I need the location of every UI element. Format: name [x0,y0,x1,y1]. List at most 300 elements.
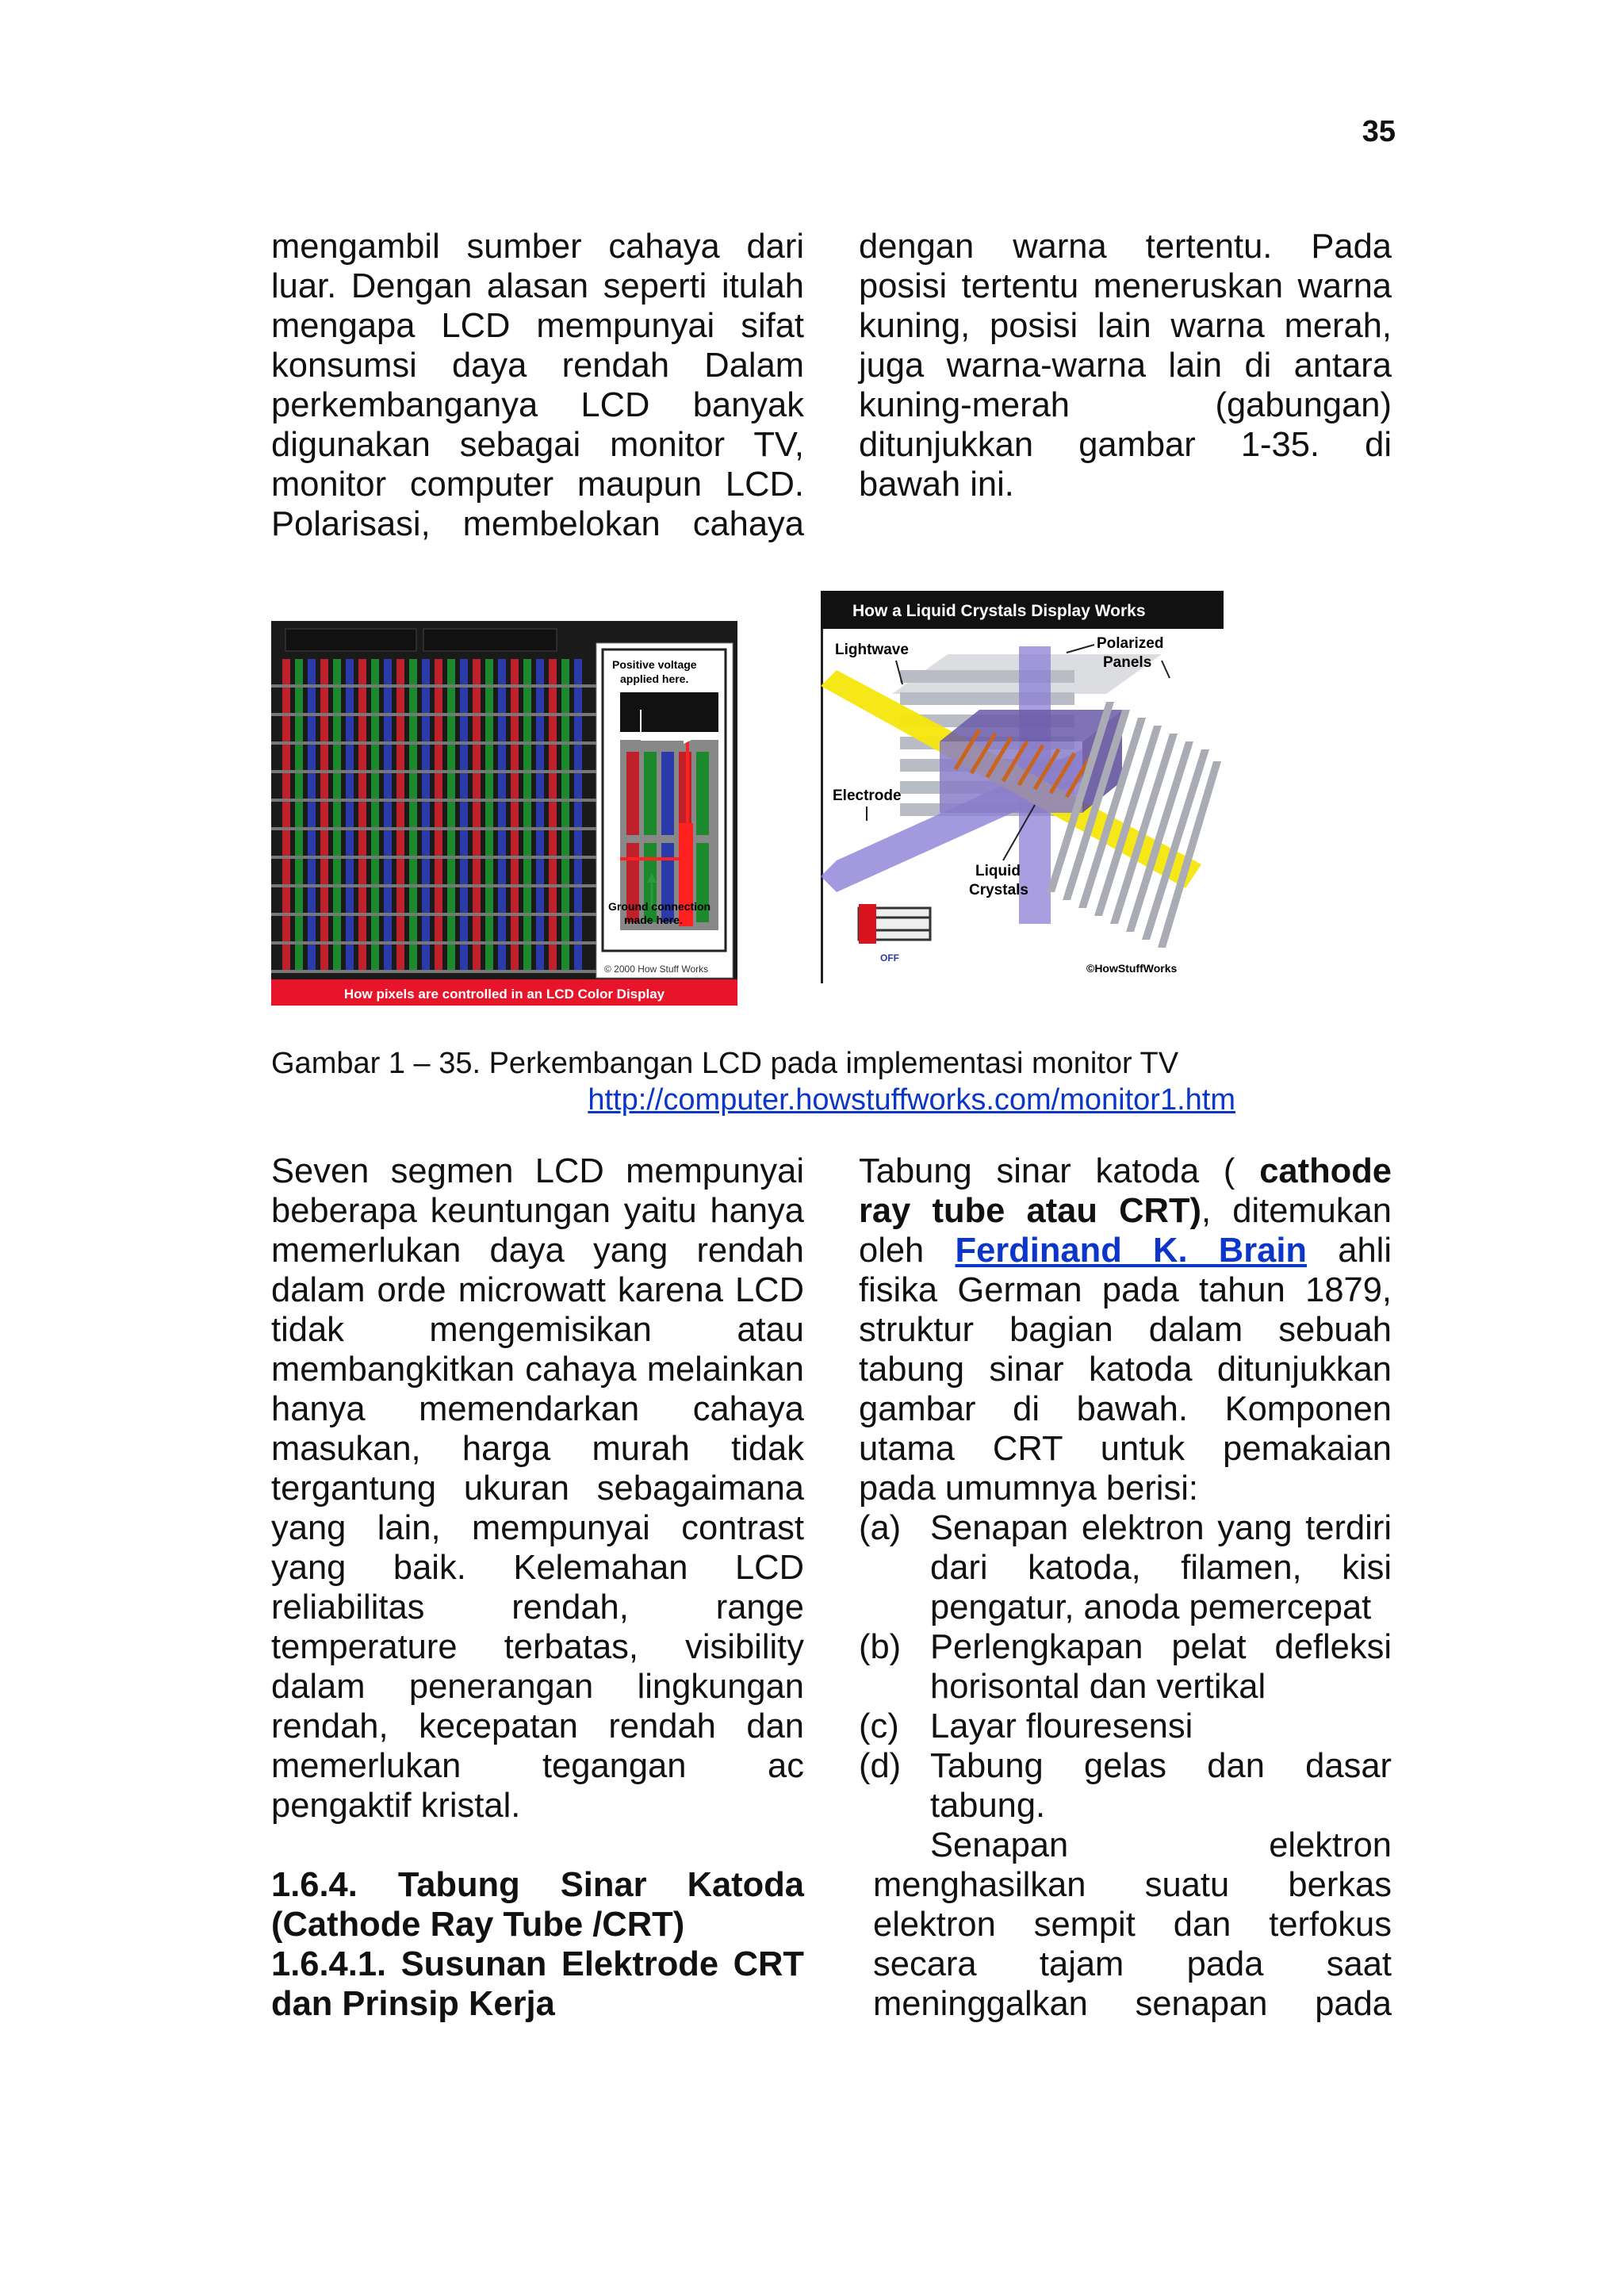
subpixel [498,887,506,913]
subpixel [308,944,316,970]
subpixel [282,802,290,827]
subpixel [473,802,481,827]
subpixel [282,716,290,741]
subpixel [409,887,417,913]
subpixel [371,716,379,741]
list-item: (c) Layar flouresensi [859,1707,1193,1745]
list-item-cont: pengatur, anoda pemercepat [930,1588,1372,1626]
callout-bottom-line1: Ground connection [608,900,711,913]
subpixel [511,802,519,827]
subpixel [295,745,303,770]
subpixel [536,745,544,770]
grid-line [271,856,596,859]
subpixel [447,802,455,827]
subpixel [409,859,417,884]
subpixel [346,916,354,941]
subpixel [422,802,430,827]
subpixel [295,716,303,741]
switch-state: OFF [880,952,899,964]
callout-bottom-line2: made here. [624,914,683,926]
subpixel [536,887,544,913]
subpixel [371,830,379,856]
top-right-paragraph [859,227,1392,504]
subpixel [498,659,506,684]
lcd-diagram-figure [821,591,1224,983]
subpixel [396,745,404,770]
subpixel [308,688,316,713]
subpixel [460,716,468,741]
caption-url-link[interactable]: http://computer.howstuffworks.com/monitor1.htm [588,1083,1235,1117]
subpixel [396,716,404,741]
subpixel [384,773,392,799]
page-number: 35 [1362,115,1396,148]
subpixel [320,944,328,970]
subpixel [371,859,379,884]
subpixel [473,716,481,741]
subpixel [308,716,316,741]
subpixel [295,830,303,856]
subpixel [498,944,506,970]
subpixel [409,944,417,970]
subpixel [561,944,569,970]
list-item-cont: dari katoda, filamen, kisi [930,1549,1392,1587]
subpixel [295,773,303,799]
text-line: Senapan elektron [930,1826,1392,1864]
subpixel [473,745,481,770]
subpixel [409,830,417,856]
subpixel [409,916,417,941]
subpixel [422,859,430,884]
subpixel [498,859,506,884]
callout-top-line1: Positive voltage [612,658,697,671]
subpixel [371,944,379,970]
grid-line [271,741,596,745]
subpixel [282,916,290,941]
subpixel [435,887,442,913]
subpixel [396,830,404,856]
text-line: mengambil sumber cahaya dari [271,228,804,266]
text-line: ray tube atau CRT), ditemukan [859,1192,1392,1230]
subpixel [498,802,506,827]
subpixel [295,802,303,827]
subpixel [447,830,455,856]
subpixel [523,802,531,827]
subpixel [460,887,468,913]
subpixel [320,659,328,684]
text-line: konsumsi daya rendah Dalam [271,347,804,385]
subpixel [523,773,531,799]
subpixel [549,688,557,713]
subpixel [523,830,531,856]
subpixel [409,688,417,713]
subpixel [473,859,481,884]
subpixel [295,944,303,970]
subpixel [308,745,316,770]
subpixel [574,830,582,856]
text-line: tabung sinar katoda ditunjukkan [859,1351,1392,1389]
subpixel [282,830,290,856]
subpixel [561,916,569,941]
subpixel [346,944,354,970]
subpixel [358,745,366,770]
subpixel [371,802,379,827]
subpixel [561,830,569,856]
subpixel [460,916,468,941]
subpixel [549,802,557,827]
subpixel [333,887,341,913]
text-line: monitor computer maupun LCD. [271,466,804,504]
subpixel [435,745,442,770]
subpixel [523,944,531,970]
grid-line [271,713,596,716]
subpixel [295,688,303,713]
subpixel [561,773,569,799]
subpixel [308,887,316,913]
subpixel [460,745,468,770]
list-item: (d) Tabung gelas dan dasar [859,1747,1392,1785]
subpixel [460,830,468,856]
subpixel [320,688,328,713]
label-liquid: Liquid [975,863,1021,879]
subpixel [396,802,404,827]
text-line: utama CRT untuk pemakaian [859,1430,1392,1468]
subpixel [409,659,417,684]
subpixel [435,859,442,884]
grid-line [271,684,596,688]
subpixel [485,688,493,713]
subpixel [409,745,417,770]
subpixel [308,830,316,856]
label-lightwave: Lightwave [835,642,909,658]
subpixel [422,773,430,799]
subpixel [447,773,455,799]
subpixel [473,688,481,713]
subpixel [435,716,442,741]
subpixel [549,916,557,941]
subpixel [485,659,493,684]
subpixel [561,887,569,913]
subpixel [384,944,392,970]
subpixel [422,659,430,684]
subpixel [333,716,341,741]
subpixel [333,830,341,856]
text-line: dalam penerangan lingkungan [271,1668,804,1706]
subpixel [409,802,417,827]
subpixel [549,716,557,741]
subpixel [371,688,379,713]
subpixel [320,916,328,941]
subpixel [485,773,493,799]
subpixel [358,773,366,799]
text-line: Seven segmen LCD mempunyai [271,1152,804,1190]
subpixel [536,802,544,827]
text-line: memerlukan tegangan ac [271,1747,804,1785]
subpixel [561,659,569,684]
subpixel [473,916,481,941]
subpixel [574,944,582,970]
subpixel [396,859,404,884]
list-item: (a) Senapan elektron yang terdiri [859,1509,1392,1547]
subpixel [282,659,290,684]
subpixel [561,688,569,713]
subpixel [460,773,468,799]
subpixel [320,802,328,827]
subpixel [435,944,442,970]
list-item: (b) Perlengkapan pelat defleksi [859,1628,1392,1666]
callout-top-line2: applied here. [620,672,689,685]
subpixel [511,773,519,799]
subpixel [498,716,506,741]
text-line: oleh Ferdinand K. Brain ahli [859,1232,1392,1270]
subpixel [447,745,455,770]
subpixel [536,944,544,970]
text-line: temperature terbatas, visibility [271,1628,804,1666]
subpixel [435,802,442,827]
text-line: mengapa LCD mempunyai sifat [271,307,804,345]
subpixel [358,859,366,884]
subpixel [447,916,455,941]
bottom-left-paragraph [271,1151,804,1826]
text-line: dalam orde microwatt karena LCD [271,1271,804,1309]
subpixel [396,944,404,970]
subpixel [574,659,582,684]
subpixel [511,745,519,770]
subpixel [384,830,392,856]
subpixel [485,745,493,770]
subpixel [346,830,354,856]
text-line: kuning-merah (gabungan) [859,386,1392,424]
subpixel [523,887,531,913]
subpixel [536,773,544,799]
subpixel [320,830,328,856]
text-line: luar. Dengan alasan seperti itulah [271,267,804,305]
subpixel [371,745,379,770]
subpixel [523,659,531,684]
subpixel [422,745,430,770]
subpixel [308,916,316,941]
subpixel [422,688,430,713]
text-line: hanya memendarkan cahaya [271,1390,804,1428]
subpixel [333,916,341,941]
subpixel [384,659,392,684]
subpixel [396,773,404,799]
subpixel [498,688,506,713]
subpixel [447,716,455,741]
section-heading: 1.6.4. Tabung Sinar Katoda [271,1866,804,1904]
subpixel [485,830,493,856]
subpixel [396,688,404,713]
text-line: elektron sempit dan terfokus [873,1906,1392,1944]
subpixel [549,745,557,770]
subpixel [320,887,328,913]
subpixel [549,773,557,799]
subpixel [561,859,569,884]
caption-text: Gambar 1 – 35. Perkembangan LCD pada implementasi monitor TV [271,1047,1179,1080]
subpixel [358,944,366,970]
grid-line [271,970,596,973]
text-line: reliabilitas rendah, range [271,1588,804,1626]
subpixel [396,887,404,913]
subpixel [346,802,354,827]
subpixel [549,887,557,913]
subpixel [435,688,442,713]
subpixel [523,859,531,884]
subsection-heading: 1.6.4.1. Susunan Elektrode CRT [271,1945,804,1983]
subpixel [561,745,569,770]
subpixel [536,916,544,941]
subpixel [333,659,341,684]
copyright-text: © 2000 How Stuff Works [604,964,709,975]
subpixel [447,944,455,970]
text-line: pada umumnya berisi: [859,1469,1198,1508]
bottom-right-paragraph [859,1151,1392,2024]
subpixel [523,688,531,713]
subpixel [308,802,316,827]
subpixel [523,745,531,770]
subpixel [371,916,379,941]
text-line: struktur bagian dalam sebuah [859,1311,1392,1349]
grid-line [271,941,596,944]
text-line: yang baik. Kelemahan LCD [271,1549,804,1587]
subpixel [561,802,569,827]
figure-title: How a Liquid Crystals Display Works [852,602,1146,620]
subpixel [549,944,557,970]
subpixel [308,659,316,684]
text-line: posisi tertentu meneruskan warna [859,267,1392,305]
ferdinand-brain-link[interactable]: Ferdinand K. Brain [955,1232,1307,1270]
subpixel [574,716,582,741]
subpixel [422,830,430,856]
list-item-cont: tabung. [930,1787,1046,1825]
text-line: Polarisasi, membelokan cahaya [271,505,804,543]
subpixel [422,916,430,941]
text-line: kuning, posisi lain warna merah, [859,307,1392,345]
label-electrode: Electrode [833,787,902,804]
text-line: digunakan sebagai monitor TV, [271,426,804,464]
subpixel [409,773,417,799]
subpixel [384,745,392,770]
text-line: Tabung sinar katoda ( cathode [859,1152,1392,1190]
subpixel [308,859,316,884]
figure-copyright: ©HowStuffWorks [1086,962,1178,975]
subpixel [460,659,468,684]
subpixel [523,716,531,741]
subpixel [384,887,392,913]
subpixel [333,773,341,799]
subpixel [295,887,303,913]
text-line: juga warna-warna lain di antara [859,347,1392,385]
subpixel [536,659,544,684]
section-headings [271,1865,804,2024]
subpixel [574,773,582,799]
subpixel [333,745,341,770]
grid-line [271,799,596,802]
subpixel [409,716,417,741]
subpixel [358,916,366,941]
text-line: beberapa keuntungan yaitu hanya [271,1192,804,1230]
text-line: menghasilkan suatu berkas [873,1866,1392,1904]
subpixel [574,688,582,713]
subpixel [447,887,455,913]
label-crystals: Crystals [969,882,1028,898]
subpixel [358,659,366,684]
subpixel [511,944,519,970]
subpixel [295,859,303,884]
subpixel [371,887,379,913]
text-line: pengaktif kristal. [271,1787,521,1825]
subpixel [422,944,430,970]
subpixel [282,859,290,884]
subpixel [473,659,481,684]
grid-line [271,770,596,773]
grid-line [271,827,596,830]
subpixel [485,802,493,827]
text-line: memerlukan daya yang rendah [271,1232,804,1270]
subpixel [282,745,290,770]
subpixel [358,887,366,913]
section-heading: (Cathode Ray Tube /CRT) [271,1906,685,1944]
subpixel [460,859,468,884]
subpixel [358,830,366,856]
subpixel [473,887,481,913]
subpixel [333,944,341,970]
subpixel [473,944,481,970]
subpixel [549,659,557,684]
subpixel [422,887,430,913]
subpixel [384,688,392,713]
subpixel [333,859,341,884]
subpixel [536,716,544,741]
subpixel [346,887,354,913]
text-line: tergantung ukuran sebagaimana [271,1469,804,1508]
subpixel [485,944,493,970]
subpixel [485,916,493,941]
subpixel [498,916,506,941]
subpixel [498,773,506,799]
subpixel [371,659,379,684]
top-left-paragraph [271,227,804,544]
subpixel [460,688,468,713]
subpixel [295,659,303,684]
grid-line [271,913,596,916]
subpixel [498,830,506,856]
subpixel [320,716,328,741]
subpixel [396,916,404,941]
subpixel [333,802,341,827]
subpixel [549,830,557,856]
subpixel [473,773,481,799]
label-panels: Panels [1103,654,1152,671]
subpixel [536,859,544,884]
subpixel [346,773,354,799]
subpixel [384,802,392,827]
subpixel [295,916,303,941]
text-line: masukan, harga murah tidak [271,1430,804,1468]
subpixel [574,887,582,913]
subpixel [435,773,442,799]
subpixel [511,859,519,884]
subpixel [447,859,455,884]
subpixel [320,745,328,770]
subpixel [485,887,493,913]
subpixel [447,688,455,713]
subpixel [511,716,519,741]
subpixel [346,659,354,684]
subpixel [460,944,468,970]
subpixel [511,916,519,941]
subpixel [485,716,493,741]
grid-line [271,884,596,887]
